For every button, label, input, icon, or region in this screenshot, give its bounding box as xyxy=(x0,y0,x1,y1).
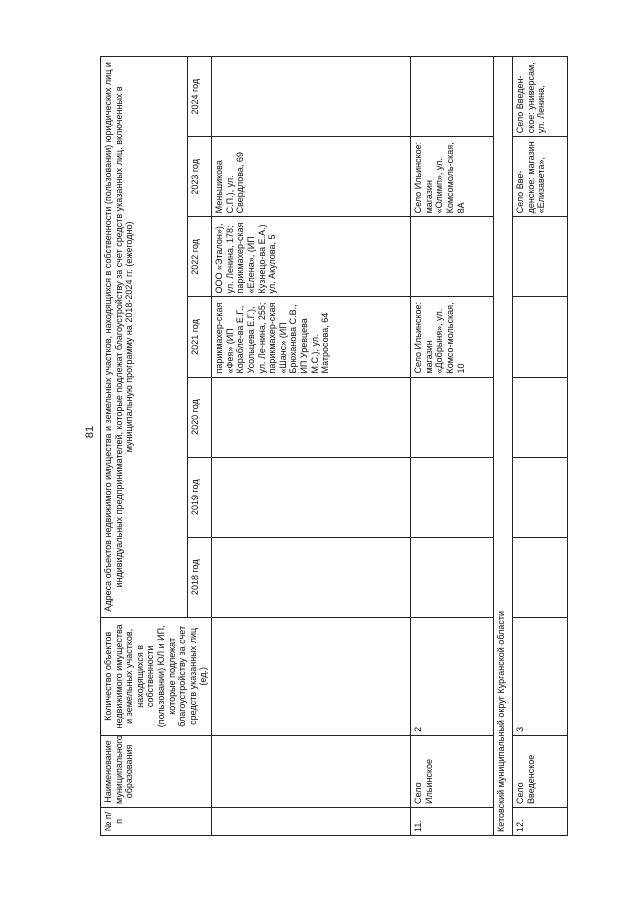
cell-2021: парикмахер-ская «Фея» (ИП Корабле-ва Е.Г., Усольцева Е.Г.), ул. Ле-нина, 255; парикмахер-ская «Шанс» (ИП Брюханова С.В., ИП Уревцева М.С.), ул. Матросова, 64 xyxy=(212,297,411,377)
cell-2021 xyxy=(513,297,568,377)
cell-2024 xyxy=(212,57,411,137)
page-number: 81 xyxy=(84,425,97,439)
cell-2022 xyxy=(513,217,568,297)
cell-2018 xyxy=(212,537,411,617)
row-count xyxy=(212,617,411,735)
region-row xyxy=(494,57,513,836)
cell-2022 xyxy=(411,217,494,297)
cell-2021: Село Ильинское: магазин «Добрыня», ул. Комсо-мольская, 10 xyxy=(411,297,494,377)
cell-2024: Село Введен-ское: универсам, ул. Ленина, xyxy=(513,57,568,137)
row-num xyxy=(212,807,411,835)
cell-2019 xyxy=(411,457,494,537)
row-num: 12. xyxy=(513,807,568,835)
row-count: 3 xyxy=(513,617,568,735)
table-row xyxy=(411,57,494,836)
region-title: Кетовский муниципальный округ Курганской области xyxy=(494,57,513,836)
row-count: 2 xyxy=(411,617,494,735)
table-row xyxy=(513,57,568,836)
header-count: Количество объектов недвижимого имущества и земельных участков, находящихся в собственности (пользовании) ЮЛ и ИП, которые подлежат благоустройству за счет средств указанных лиц (ед.) xyxy=(101,617,212,735)
row-name: Село Ильинское xyxy=(411,735,494,807)
year-2023: 2023 год xyxy=(188,137,212,217)
row-name xyxy=(212,735,411,807)
row-name: Село Введенское xyxy=(513,735,568,807)
year-2022: 2022 год xyxy=(188,217,212,297)
cell-2018 xyxy=(411,537,494,617)
cell-2020 xyxy=(212,377,411,457)
header-addresses: Адреса объектов недвижимого имущества и земельных участков, находящихся в собственности (пользовании) юридических лиц и индивидуальных предпринимателей, которые подлежат благоустройству за счет средств указанных лиц, включенных в муниципальную программу на 2018-2024 гг. (ежегодно) xyxy=(101,57,188,618)
cell-2023: Село Вве-денское: магазин «Елизавета», xyxy=(513,137,568,217)
cell-2020 xyxy=(513,377,568,457)
year-2021: 2021 год xyxy=(188,297,212,377)
table-row xyxy=(212,57,411,836)
year-2019: 2019 год xyxy=(188,457,212,537)
header-num: № п/п xyxy=(101,807,212,835)
cell-2020 xyxy=(411,377,494,457)
cell-2023: Меньшикова С.П.), ул. Свердлова, 69 xyxy=(212,137,411,217)
cell-2019 xyxy=(513,457,568,537)
cell-2018 xyxy=(513,537,568,617)
objects-table xyxy=(100,56,568,836)
row-num: 11. xyxy=(411,807,494,835)
year-2018: 2018 год xyxy=(188,537,212,617)
rotated-table-container xyxy=(100,56,640,836)
header-name: Наименование муниципального образования xyxy=(101,735,212,807)
cell-2023: Село Ильинское: магазин «Олимп», ул. Комсомоль-ская, 8А xyxy=(411,137,494,217)
cell-2019 xyxy=(212,457,411,537)
cell-2022: ООО «Эталон»), ул. Ленина, 178; парикмахер-ская «Елена», (ИП Кузнецо-ва Е.А.) ул. Акулова, 5 xyxy=(212,217,411,297)
cell-2024 xyxy=(411,57,494,137)
year-2024: 2024 год xyxy=(188,57,212,137)
year-2020: 2020 год xyxy=(188,377,212,457)
